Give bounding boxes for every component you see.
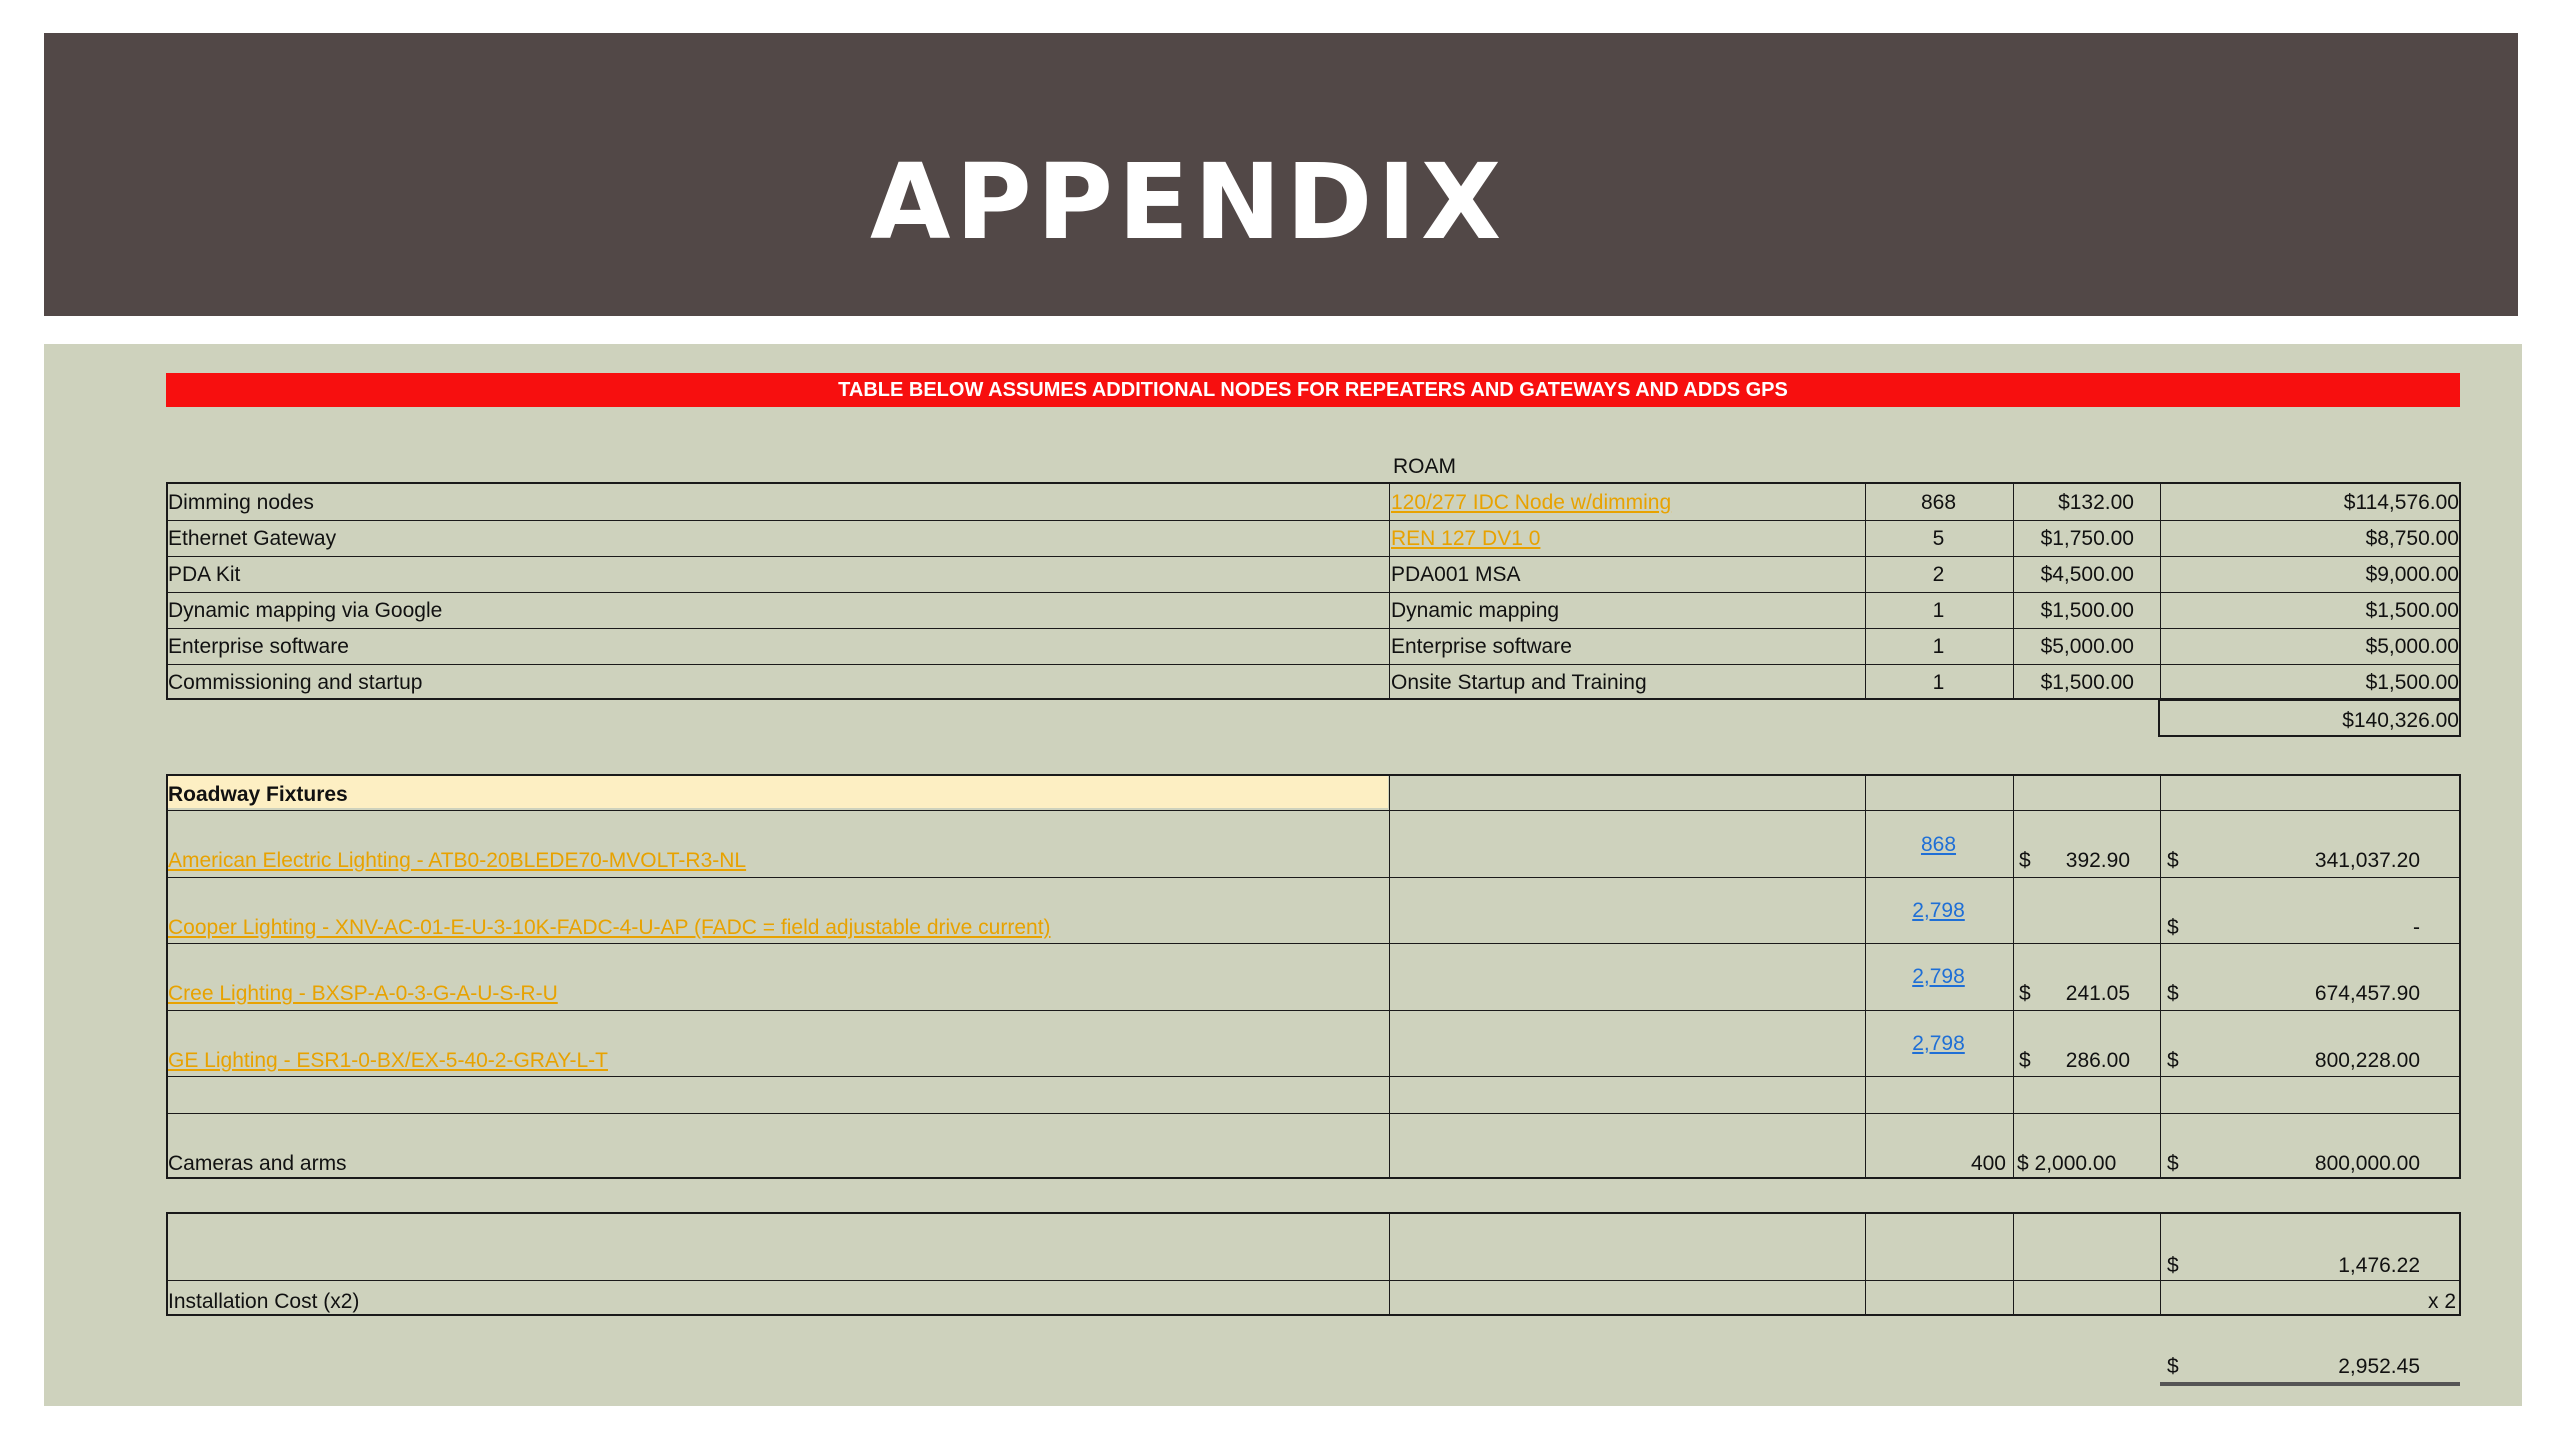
qty-cell: 5 <box>1932 527 1945 550</box>
unit-price-cell: $132.00 <box>2058 491 2134 514</box>
qty-cell: 1 <box>1932 671 1945 694</box>
product-link[interactable]: REN 127 DV1 0 <box>1391 527 1541 550</box>
line-total-cell: - <box>2413 916 2420 939</box>
line-total-cell: $1,500.00 <box>2365 599 2459 622</box>
line-total-cell: $1,500.00 <box>2365 671 2459 694</box>
unit-price-cell: $5,000.00 <box>2040 635 2134 658</box>
currency-symbol: $ <box>2167 916 2179 939</box>
fixture-qty-link[interactable]: 2,798 <box>1912 1032 1965 1055</box>
currency-symbol: $ <box>2019 1049 2031 1072</box>
fixture-link[interactable]: Cooper Lighting - XNV-AC-01-E-U-3-10K-FADC-4-U-AP (FADC = field adjustable drive current) <box>168 916 1051 939</box>
cameras-qty: 400 <box>1970 1152 2006 1175</box>
fixture-qty-link[interactable]: 2,798 <box>1912 899 1965 922</box>
installation-label: Installation Cost (x2) <box>168 1290 360 1313</box>
installation-final-total: 2,952.45 <box>2338 1355 2420 1378</box>
line-total-cell: 674,457.90 <box>2314 982 2420 1005</box>
cameras-total: 800,000.00 <box>2314 1152 2420 1175</box>
line-total-cell: $5,000.00 <box>2365 635 2459 658</box>
product-name: PDA001 MSA <box>1391 563 1521 586</box>
line-total-cell: 341,037.20 <box>2314 849 2420 872</box>
product-link[interactable]: 120/277 IDC Node w/dimming <box>1391 491 1672 514</box>
currency-symbol: $ <box>2167 1049 2179 1072</box>
currency-symbol: $ <box>2167 849 2179 872</box>
assumption-banner: TABLE BELOW ASSUMES ADDITIONAL NODES FOR REPEATERS AND GATEWAYS AND ADDS GPS <box>166 373 2460 407</box>
unit-price-cell: $1,750.00 <box>2040 527 2134 550</box>
fixture-qty-link[interactable]: 868 <box>1920 833 1957 856</box>
unit-price-cell: 392.90 <box>2065 849 2130 872</box>
currency-symbol: $ <box>2019 982 2031 1005</box>
line-total-cell: $9,000.00 <box>2365 563 2459 586</box>
installation-table <box>166 1212 2461 1316</box>
qty-cell: 1 <box>1932 635 1945 658</box>
currency-symbol: $ <box>2167 1355 2179 1378</box>
roam-table <box>166 482 2461 700</box>
product-name: Onsite Startup and Training <box>1391 671 1647 694</box>
fixture-link[interactable]: Cree Lighting - BXSP-A-0-3-G-A-U-S-R-U <box>168 982 558 1005</box>
table-row-item: Commissioning and startup <box>168 671 423 694</box>
fixture-qty-link[interactable]: 2,798 <box>1912 965 1965 988</box>
product-name: Dynamic mapping <box>1391 599 1560 622</box>
table-row-item: PDA Kit <box>168 563 241 586</box>
unit-price-cell: $4,500.00 <box>2040 563 2134 586</box>
final-total-underline <box>2160 1382 2460 1386</box>
unit-price-cell: $1,500.00 <box>2040 599 2134 622</box>
line-total-cell: $8,750.00 <box>2365 527 2459 550</box>
qty-cell: 2 <box>1932 563 1945 586</box>
installation-cost: 1,476.22 <box>2338 1254 2420 1277</box>
table-row-item: Dimming nodes <box>168 491 314 514</box>
grand-total: $140,326.00 <box>2342 709 2459 732</box>
line-total-cell: $114,576.00 <box>2343 491 2459 514</box>
unit-price-cell: 241.05 <box>2065 982 2130 1005</box>
fixture-link[interactable]: GE Lighting - ESR1-0-BX/EX-5-40-2-GRAY-L-T <box>168 1049 608 1072</box>
qty-cell: 868 <box>1920 491 1957 514</box>
qty-cell: 1 <box>1932 599 1945 622</box>
fixture-link[interactable]: American Electric Lighting - ATB0-20BLEDE70-MVOLT-R3-NL <box>168 849 747 872</box>
cameras-unit-price: $ 2,000.00 <box>2017 1152 2117 1175</box>
currency-symbol: $ <box>2167 982 2179 1005</box>
unit-price-cell: 286.00 <box>2065 1049 2130 1072</box>
table-row-item: Dynamic mapping via Google <box>168 599 443 622</box>
installation-multiplier: x 2 <box>2427 1290 2456 1313</box>
unit-price-cell: $1,500.00 <box>2040 671 2134 694</box>
roam-header: ROAM <box>1393 455 1456 478</box>
section-heading: Roadway Fixtures <box>168 783 348 806</box>
currency-symbol: $ <box>2167 1152 2179 1175</box>
currency-symbol: $ <box>2167 1254 2179 1277</box>
roadway-fixtures-table <box>166 774 2461 1179</box>
product-name: Enterprise software <box>1391 635 1572 658</box>
currency-symbol: $ <box>2019 849 2031 872</box>
table-row-item: Ethernet Gateway <box>168 527 337 550</box>
cameras-label: Cameras and arms <box>168 1152 347 1175</box>
page-title: APPENDIX <box>870 141 1507 263</box>
table-row-item: Enterprise software <box>168 635 349 658</box>
line-total-cell: 800,228.00 <box>2314 1049 2420 1072</box>
